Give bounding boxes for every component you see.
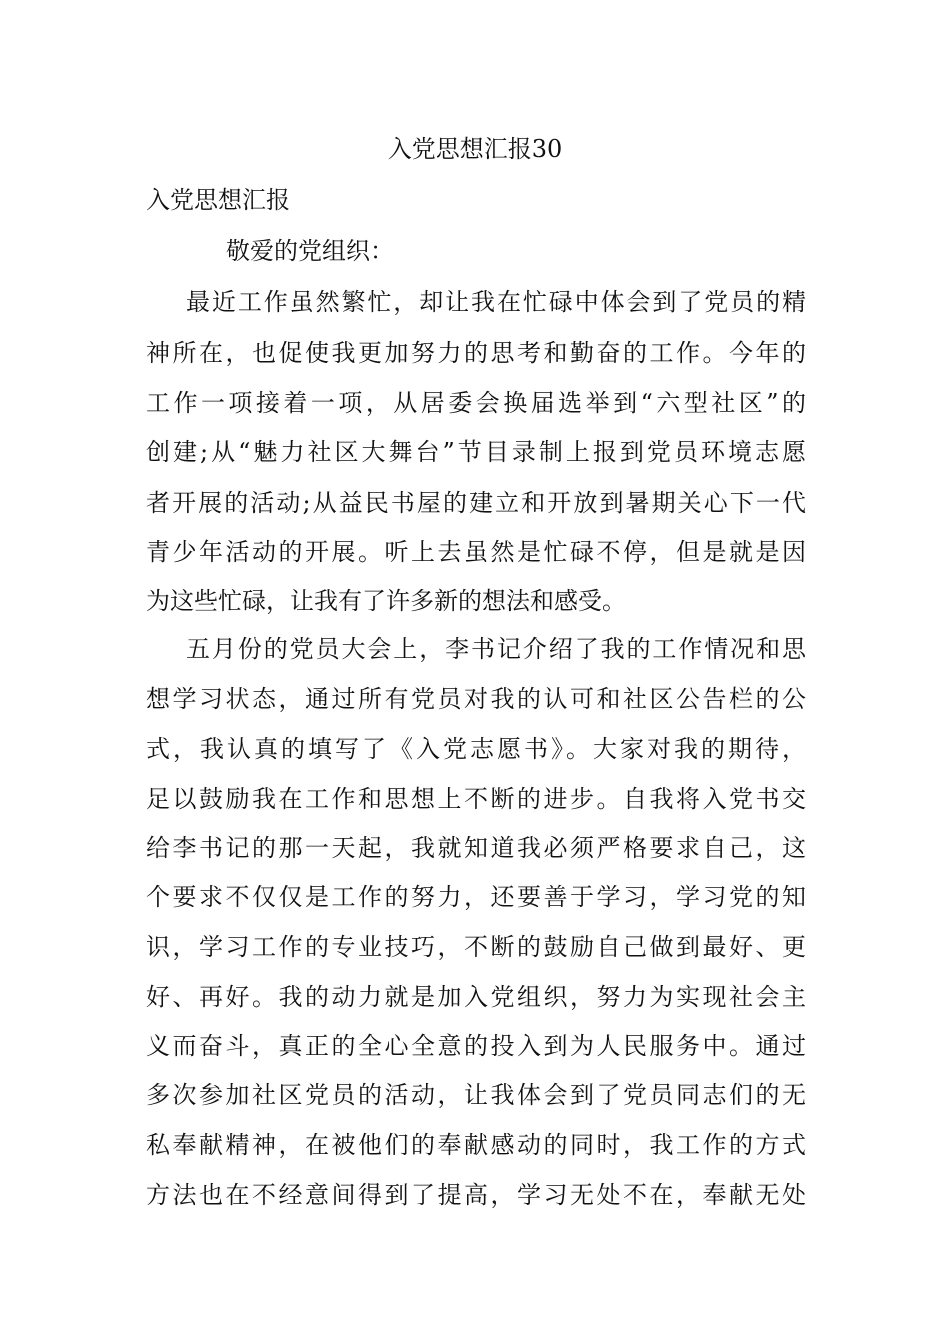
salutation: 敬爱的党组织：: [226, 237, 394, 265]
paragraph-2-line: 方法也在不经意间得到了提高，学习无处不在，奉献无处: [146, 1181, 806, 1209]
paragraph-2-line: 式，我认真的填写了《入党志愿书》。大家对我的期待，: [146, 735, 806, 763]
paragraph-1-line: 青少年活动的开展。听上去虽然是忙碌不停，但是就是因: [146, 538, 806, 566]
paragraph-1-line: 神所在，也促使我更加努力的思考和勤奋的工作。今年的: [146, 339, 806, 367]
paragraph-2-line: 足以鼓励我在工作和思想上不断的进步。自我将入党书交: [146, 785, 806, 813]
paragraph-1-line: 工作一项接着一项，从居委会换届选举到“六型社区”的: [146, 389, 806, 417]
paragraph-1-line: 最近工作虽然繁忙，却让我在忙碌中体会到了党员的精: [186, 288, 806, 316]
paragraph-2-line: 好、再好。我的动力就是加入党组织，努力为实现社会主: [146, 983, 806, 1011]
document-title: 入党思想汇报30: [387, 135, 563, 163]
paragraph-2-line: 识，学习工作的专业技巧，不断的鼓励自己做到最好、更: [146, 933, 806, 961]
paragraph-2-line: 私奉献精神，在被他们的奉献感动的同时，我工作的方式: [146, 1131, 806, 1159]
paragraph-2-line: 五月份的党员大会上，李书记介绍了我的工作情况和思: [186, 635, 806, 663]
paragraph-2-line: 给李书记的那一天起，我就知道我必须严格要求自己，这: [146, 834, 806, 862]
paragraph-1-line: 创建;从“魅力社区大舞台”节目录制上报到党员环境志愿: [146, 438, 806, 466]
paragraph-2-line: 想学习状态，通过所有党员对我的认可和社区公告栏的公: [146, 685, 806, 713]
paragraph-2-line: 个要求不仅仅是工作的努力，还要善于学习，学习党的知: [146, 883, 806, 911]
paragraph-1-line: 为这些忙碌，让我有了许多新的想法和感受。: [146, 587, 626, 615]
document-subtitle: 入党思想汇报: [146, 186, 290, 214]
paragraph-2-line: 义而奋斗，真正的全心全意的投入到为人民服务中。通过: [146, 1032, 806, 1060]
paragraph-1-line: 者开展的活动;从益民书屋的建立和开放到暑期关心下一代: [146, 489, 806, 517]
paragraph-2-line: 多次参加社区党员的活动，让我体会到了党员同志们的无: [146, 1081, 806, 1109]
